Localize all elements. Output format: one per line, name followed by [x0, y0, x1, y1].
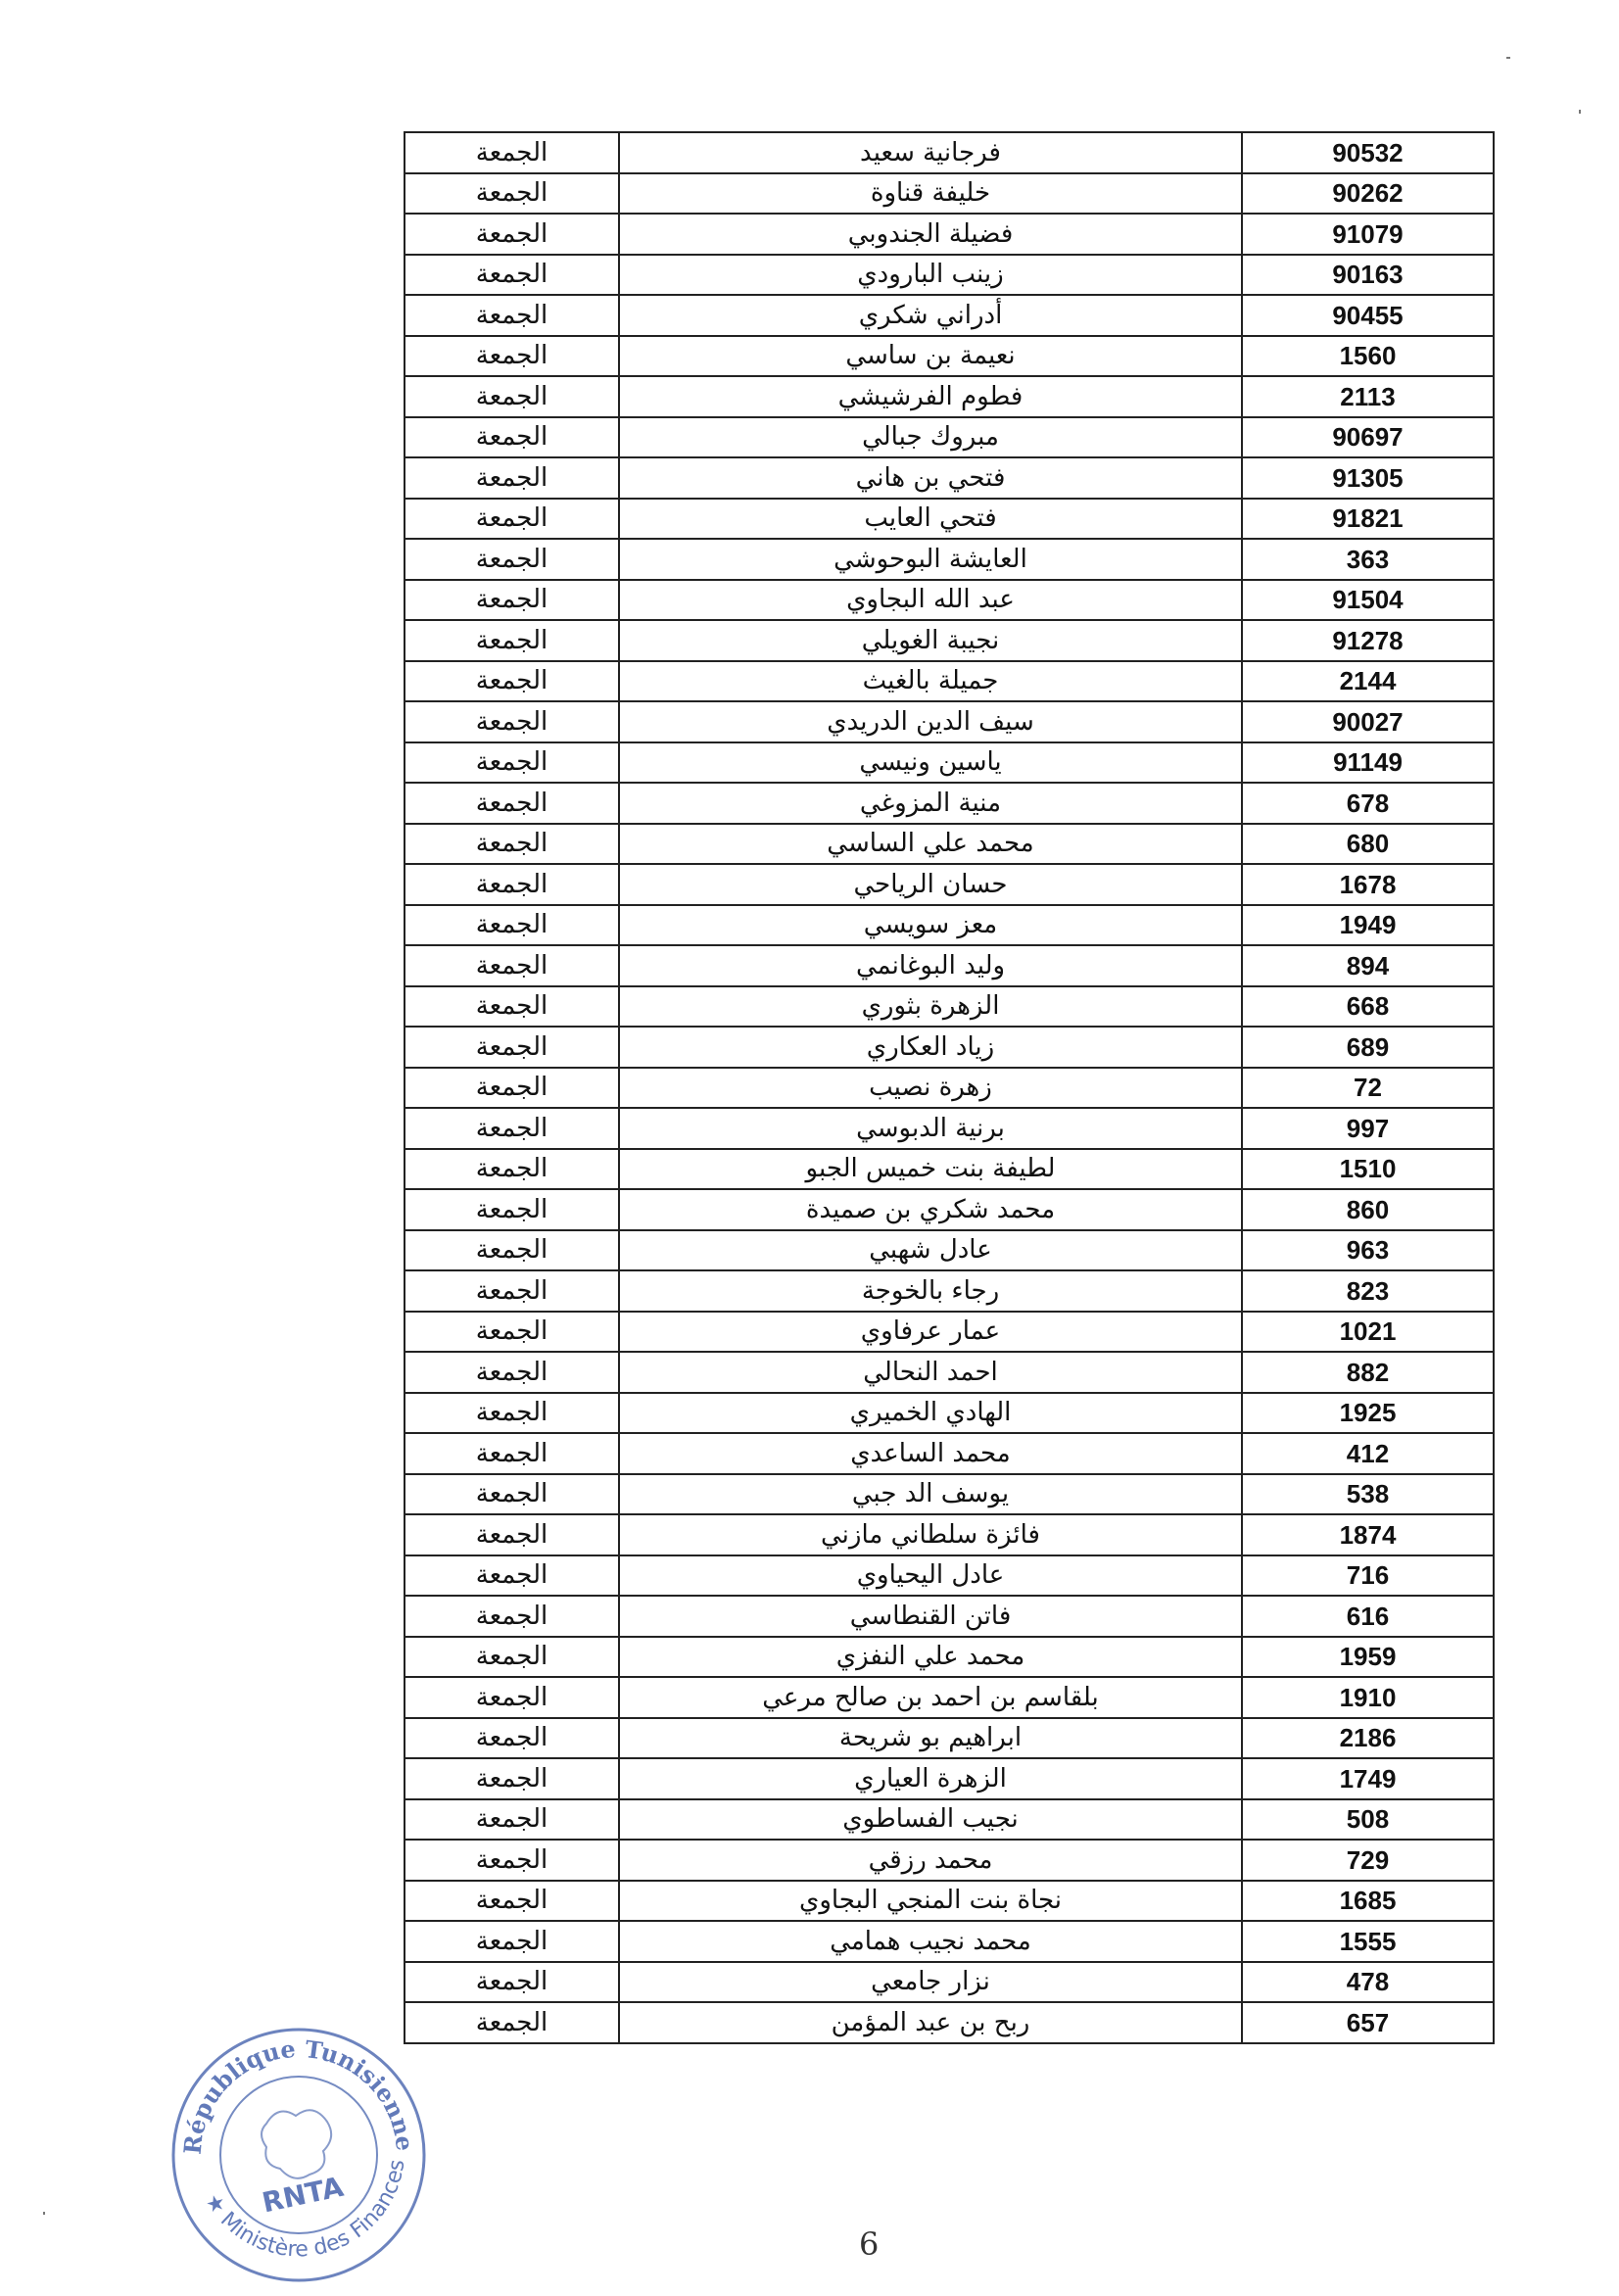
- employee-name-cell: العايشة البوحوشي: [619, 539, 1242, 580]
- table-row: [405, 499, 1494, 540]
- table-row: [405, 1596, 1494, 1637]
- employee-id-cell: 1749: [1242, 1758, 1494, 1799]
- table-row: [405, 417, 1494, 458]
- table-row: [405, 1189, 1494, 1230]
- table-row: [405, 1149, 1494, 1190]
- table-row: [405, 701, 1494, 742]
- day-cell: الجمعة: [405, 2002, 619, 2043]
- employee-name-cell: نجيبة الغويلي: [619, 620, 1242, 661]
- employee-id-cell: 2113: [1242, 376, 1494, 417]
- day-cell: الجمعة: [405, 620, 619, 661]
- employee-id-cell: 680: [1242, 824, 1494, 865]
- employee-name-cell: أدراني شكري: [619, 295, 1242, 336]
- employee-id-cell: 478: [1242, 1962, 1494, 2003]
- employee-id-cell: 1678: [1242, 864, 1494, 905]
- table-row: [405, 824, 1494, 865]
- table-row: [405, 1433, 1494, 1474]
- employee-id-cell: 1910: [1242, 1677, 1494, 1718]
- day-cell: الجمعة: [405, 173, 619, 215]
- employee-id-cell: 90027: [1242, 701, 1494, 742]
- table-row: [405, 1758, 1494, 1799]
- day-cell: الجمعة: [405, 905, 619, 946]
- table-row: [405, 336, 1494, 377]
- table-row: [405, 1921, 1494, 1962]
- employee-name-cell: محمد نجيب همامي: [619, 1921, 1242, 1962]
- employee-id-cell: 657: [1242, 2002, 1494, 2043]
- employee-id-cell: 1560: [1242, 336, 1494, 377]
- day-cell: الجمعة: [405, 945, 619, 986]
- day-cell: الجمعة: [405, 1840, 619, 1881]
- day-cell: الجمعة: [405, 1514, 619, 1555]
- day-cell: الجمعة: [405, 1718, 619, 1759]
- table-row: [405, 295, 1494, 336]
- table-row: [405, 580, 1494, 621]
- scan-speck: [1506, 57, 1510, 59]
- employee-name-cell: محمد علي النفزي: [619, 1637, 1242, 1678]
- employee-id-cell: 90455: [1242, 295, 1494, 336]
- employee-name-cell: عادل اليحياوي: [619, 1555, 1242, 1597]
- employee-name-cell: فتحي بن هاني: [619, 457, 1242, 499]
- day-cell: الجمعة: [405, 376, 619, 417]
- employee-id-cell: 689: [1242, 1027, 1494, 1068]
- table-row: [405, 905, 1494, 946]
- employee-name-cell: زياد العكاري: [619, 1027, 1242, 1068]
- scan-speck: [1579, 110, 1581, 114]
- employee-name-cell: فتحي العايب: [619, 499, 1242, 540]
- day-cell: الجمعة: [405, 1555, 619, 1597]
- employee-name-cell: معز سويسي: [619, 905, 1242, 946]
- employee-id-cell: 860: [1242, 1189, 1494, 1230]
- employee-name-cell: سيف الدين الدريدي: [619, 701, 1242, 742]
- employee-name-cell: ربح بن عبد المؤمن: [619, 2002, 1242, 2043]
- employee-id-cell: 729: [1242, 1840, 1494, 1881]
- day-cell: الجمعة: [405, 1677, 619, 1718]
- table-row: [405, 173, 1494, 215]
- employee-name-cell: احمد النحالي: [619, 1352, 1242, 1393]
- official-seal-icon: [157, 2008, 441, 2292]
- day-cell: الجمعة: [405, 295, 619, 336]
- day-cell: الجمعة: [405, 1393, 619, 1434]
- employee-name-cell: منية المزوغي: [619, 783, 1242, 824]
- day-cell: الجمعة: [405, 539, 619, 580]
- day-cell: الجمعة: [405, 1637, 619, 1678]
- employee-name-cell: رجاء بالخوجة: [619, 1270, 1242, 1312]
- table-row: [405, 539, 1494, 580]
- employee-id-cell: 678: [1242, 783, 1494, 824]
- table-row: [405, 1068, 1494, 1109]
- employee-name-cell: محمد رزقي: [619, 1840, 1242, 1881]
- employee-name-cell: نعيمة بن ساسي: [619, 336, 1242, 377]
- employee-id-cell: 91278: [1242, 620, 1494, 661]
- employee-id-cell: 91149: [1242, 742, 1494, 784]
- table-row: [405, 1474, 1494, 1515]
- table-row: [405, 1514, 1494, 1555]
- table-row: [405, 457, 1494, 499]
- employee-id-cell: 412: [1242, 1433, 1494, 1474]
- day-cell: الجمعة: [405, 864, 619, 905]
- seal-bottom-text: ★ Ministère des Finances: [199, 2158, 410, 2263]
- day-cell: الجمعة: [405, 417, 619, 458]
- employee-name-cell: عادل شهبي: [619, 1230, 1242, 1271]
- day-cell: الجمعة: [405, 1108, 619, 1149]
- employee-name-cell: الزهرة العياري: [619, 1758, 1242, 1799]
- table-row: [405, 1840, 1494, 1881]
- employee-id-cell: 72: [1242, 1068, 1494, 1109]
- table-row: [405, 1312, 1494, 1353]
- table-row: [405, 376, 1494, 417]
- employee-table-body: [405, 132, 1494, 2043]
- employee-name-cell: حسان الرياحي: [619, 864, 1242, 905]
- employee-id-cell: 894: [1242, 945, 1494, 986]
- table-row: [405, 986, 1494, 1028]
- day-cell: الجمعة: [405, 824, 619, 865]
- employee-id-cell: 963: [1242, 1230, 1494, 1271]
- employee-id-cell: 882: [1242, 1352, 1494, 1393]
- day-cell: الجمعة: [405, 701, 619, 742]
- employee-name-cell: محمد الساعدي: [619, 1433, 1242, 1474]
- employee-name-cell: بلقاسم بن احمد بن صالح مرعي: [619, 1677, 1242, 1718]
- day-cell: الجمعة: [405, 132, 619, 173]
- day-cell: الجمعة: [405, 1596, 619, 1637]
- employee-name-cell: عمار عرفاوي: [619, 1312, 1242, 1353]
- table-row: [405, 742, 1494, 784]
- employee-name-cell: فاتن القنطاسي: [619, 1596, 1242, 1637]
- employee-id-cell: 2144: [1242, 661, 1494, 702]
- employee-id-cell: 1874: [1242, 1514, 1494, 1555]
- day-cell: الجمعة: [405, 1230, 619, 1271]
- employee-id-cell: 823: [1242, 1270, 1494, 1312]
- table-row: [405, 1393, 1494, 1434]
- employee-name-cell: وليد البوغانمي: [619, 945, 1242, 986]
- employee-name-cell: فائزة سلطاني مازني: [619, 1514, 1242, 1555]
- table-row: [405, 1881, 1494, 1922]
- employee-name-cell: زينب البارودي: [619, 255, 1242, 296]
- day-cell: الجمعة: [405, 1474, 619, 1515]
- page-number: 6: [859, 2225, 880, 2263]
- table-row: [405, 1962, 1494, 2003]
- seal-graphic: [157, 2008, 441, 2292]
- day-cell: الجمعة: [405, 1433, 619, 1474]
- day-cell: الجمعة: [405, 580, 619, 621]
- table-row: [405, 1637, 1494, 1678]
- table-row: [405, 620, 1494, 661]
- employee-id-cell: 91821: [1242, 499, 1494, 540]
- employee-name-cell: لطيفة بنت خميس الجبو: [619, 1149, 1242, 1190]
- employee-name-cell: الهادي الخميري: [619, 1393, 1242, 1434]
- employee-name-cell: نجاة بنت المنجي البجاوي: [619, 1881, 1242, 1922]
- employee-name-cell: ياسين ونيسي: [619, 742, 1242, 784]
- employee-id-cell: 363: [1242, 539, 1494, 580]
- employee-id-cell: 90697: [1242, 417, 1494, 458]
- table-row: [405, 661, 1494, 702]
- seal-top-text: République Tunisienne: [177, 2033, 420, 2156]
- table-row: [405, 214, 1494, 255]
- table-row: [405, 1677, 1494, 1718]
- employee-id-cell: 508: [1242, 1799, 1494, 1841]
- table-row: [405, 783, 1494, 824]
- day-cell: الجمعة: [405, 1921, 619, 1962]
- day-cell: الجمعة: [405, 986, 619, 1028]
- table-row: [405, 1108, 1494, 1149]
- employee-id-cell: 91504: [1242, 580, 1494, 621]
- employee-name-cell: محمد علي الساسي: [619, 824, 1242, 865]
- day-cell: الجمعة: [405, 1881, 619, 1922]
- employee-id-cell: 91305: [1242, 457, 1494, 499]
- table-row: [405, 1555, 1494, 1597]
- employee-name-cell: زهرة نصيب: [619, 1068, 1242, 1109]
- table-row: [405, 864, 1494, 905]
- employee-id-cell: 538: [1242, 1474, 1494, 1515]
- employee-id-cell: 1925: [1242, 1393, 1494, 1434]
- employee-name-cell: فرجانية سعيد: [619, 132, 1242, 173]
- employee-id-cell: 91079: [1242, 214, 1494, 255]
- employee-name-cell: الزهرة بثوري: [619, 986, 1242, 1028]
- employee-table: [404, 131, 1495, 2044]
- employee-id-cell: 668: [1242, 986, 1494, 1028]
- employee-name-cell: مبروك جبالي: [619, 417, 1242, 458]
- day-cell: الجمعة: [405, 214, 619, 255]
- scan-speck: [43, 2212, 45, 2215]
- table-row: [405, 2002, 1494, 2043]
- employee-name-cell: خليفة قناوة: [619, 173, 1242, 215]
- table-row: [405, 1027, 1494, 1068]
- table-row: [405, 1799, 1494, 1841]
- employee-id-cell: 90532: [1242, 132, 1494, 173]
- day-cell: الجمعة: [405, 1068, 619, 1109]
- day-cell: الجمعة: [405, 499, 619, 540]
- employee-id-cell: 1949: [1242, 905, 1494, 946]
- day-cell: الجمعة: [405, 457, 619, 499]
- day-cell: الجمعة: [405, 1758, 619, 1799]
- day-cell: الجمعة: [405, 783, 619, 824]
- employee-id-cell: 2186: [1242, 1718, 1494, 1759]
- day-cell: الجمعة: [405, 742, 619, 784]
- employee-id-cell: 616: [1242, 1596, 1494, 1637]
- day-cell: الجمعة: [405, 661, 619, 702]
- employee-id-cell: 1555: [1242, 1921, 1494, 1962]
- day-cell: الجمعة: [405, 1189, 619, 1230]
- employee-id-cell: 90163: [1242, 255, 1494, 296]
- day-cell: الجمعة: [405, 1149, 619, 1190]
- employee-id-cell: 1685: [1242, 1881, 1494, 1922]
- table-row: [405, 1718, 1494, 1759]
- table-row: [405, 945, 1494, 986]
- table-row: [405, 1352, 1494, 1393]
- employee-id-cell: 1021: [1242, 1312, 1494, 1353]
- day-cell: الجمعة: [405, 1799, 619, 1841]
- employee-name-cell: محمد شكري بن صميدة: [619, 1189, 1242, 1230]
- table-row: [405, 1230, 1494, 1271]
- day-cell: الجمعة: [405, 1270, 619, 1312]
- day-cell: الجمعة: [405, 1962, 619, 2003]
- employee-name-cell: فضيلة الجندوبي: [619, 214, 1242, 255]
- employee-name-cell: ابراهيم بو شريحة: [619, 1718, 1242, 1759]
- table-row: [405, 255, 1494, 296]
- day-cell: الجمعة: [405, 1027, 619, 1068]
- employee-name-cell: جميلة بالغيث: [619, 661, 1242, 702]
- seal-center-text: RNTA: [259, 2170, 347, 2220]
- employee-id-cell: 90262: [1242, 173, 1494, 215]
- employee-name-cell: فطوم الفرشيشي: [619, 376, 1242, 417]
- employee-name-cell: نزار جامعي: [619, 1962, 1242, 2003]
- employee-id-cell: 716: [1242, 1555, 1494, 1597]
- day-cell: الجمعة: [405, 255, 619, 296]
- day-cell: الجمعة: [405, 336, 619, 377]
- day-cell: الجمعة: [405, 1312, 619, 1353]
- employee-name-cell: عبد الله البجاوي: [619, 580, 1242, 621]
- table-row: [405, 132, 1494, 173]
- employee-id-cell: 997: [1242, 1108, 1494, 1149]
- employee-id-cell: 1959: [1242, 1637, 1494, 1678]
- day-cell: الجمعة: [405, 1352, 619, 1393]
- employee-id-cell: 1510: [1242, 1149, 1494, 1190]
- employee-name-cell: نجيب الفساطوي: [619, 1799, 1242, 1841]
- employee-name-cell: يوسف الد جبي: [619, 1474, 1242, 1515]
- table-row: [405, 1270, 1494, 1312]
- employee-name-cell: برنية الدبوسي: [619, 1108, 1242, 1149]
